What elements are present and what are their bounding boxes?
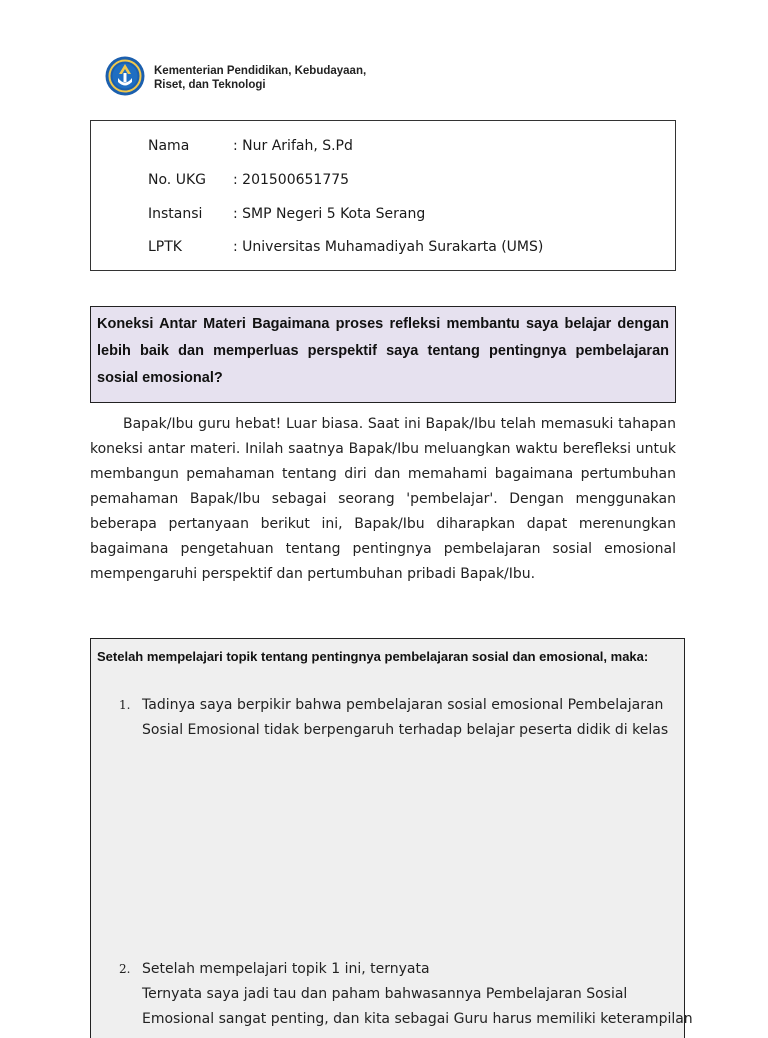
- tut-wuri-handayani-logo: [105, 55, 145, 97]
- item-line: Emosional sangat penting, dan kita sebagai Guru harus memiliki keterampilan: [142, 1011, 693, 1027]
- reflection-item-2: [119, 957, 693, 1032]
- info-value: : Universitas Muhamadiyah Surakarta (UMS): [233, 239, 544, 255]
- section-title: Koneksi Antar Materi Bagaimana proses refleksi membantu saya belajar dengan lebih baik dan memperluas perspektif saya tentang pentingnya pembelajaran sosial emosional?: [90, 306, 676, 403]
- info-label: No. UKG: [148, 172, 206, 188]
- item-line: Setelah mempelajari topik 1 ini, ternyata: [142, 961, 430, 977]
- info-label: LPTK: [148, 239, 182, 255]
- item-text: [142, 957, 693, 1032]
- reflection-intro: Setelah mempelajari topik tentang pentingnya pembelajaran sosial dan emosional, maka:: [97, 649, 649, 664]
- info-value: : SMP Negeri 5 Kota Serang: [233, 206, 426, 222]
- intro-paragraph-text: Bapak/Ibu guru hebat! Luar biasa. Saat ini Bapak/Ibu telah memasuki tahapan koneksi antar materi. Inilah saatnya Bapak/Ibu meluangkan waktu berefleksi untuk membangun pemahaman tentang diri dan memahami bagaimana pertumbuhan pemahaman Bapak/Ibu sebagai seorang 'pembelajar'. Dengan menggunakan beberapa pertanyaan berikut ini, Bapak/Ibu diharapkan dapat merenungkan bagaimana pengetahuan tentang pentingnya pembelajaran sosial emosional mempengaruhi perspektif dan pertumbuhan pribadi Bapak/Ibu.: [90, 416, 676, 582]
- item-text: [142, 693, 679, 743]
- info-value: : 201500651775: [233, 172, 350, 188]
- item-number: 2.: [119, 962, 131, 976]
- ministry-line-2: Riset, dan Teknologi: [154, 79, 266, 91]
- info-row-instansi: [148, 206, 425, 222]
- info-row-nama: [148, 138, 353, 154]
- info-row-lptk: [148, 239, 543, 255]
- info-label: Instansi: [148, 206, 203, 222]
- intro-paragraph: [90, 412, 676, 587]
- item-number: 1.: [119, 698, 131, 712]
- reflection-item-1: [119, 693, 679, 743]
- info-label: Nama: [148, 138, 190, 154]
- info-value: : Nur Arifah, S.Pd: [233, 138, 353, 154]
- item-line: Sosial Emosional tidak berpengaruh terhadap belajar peserta didik di kelas: [142, 722, 669, 738]
- item-line: Tadinya saya berpikir bahwa pembelajaran sosial emosional Pembelajaran: [142, 697, 664, 713]
- identity-box: [90, 120, 676, 271]
- reflection-box: [90, 638, 693, 1038]
- ministry-line-1: Kementerian Pendidikan, Kebudayaan,: [154, 65, 367, 77]
- item-line: Ternyata saya jadi tau dan paham bahwasannya Pembelajaran Sosial: [142, 986, 628, 1002]
- info-row-no-ukg: [148, 172, 349, 188]
- ministry-name: [154, 64, 366, 92]
